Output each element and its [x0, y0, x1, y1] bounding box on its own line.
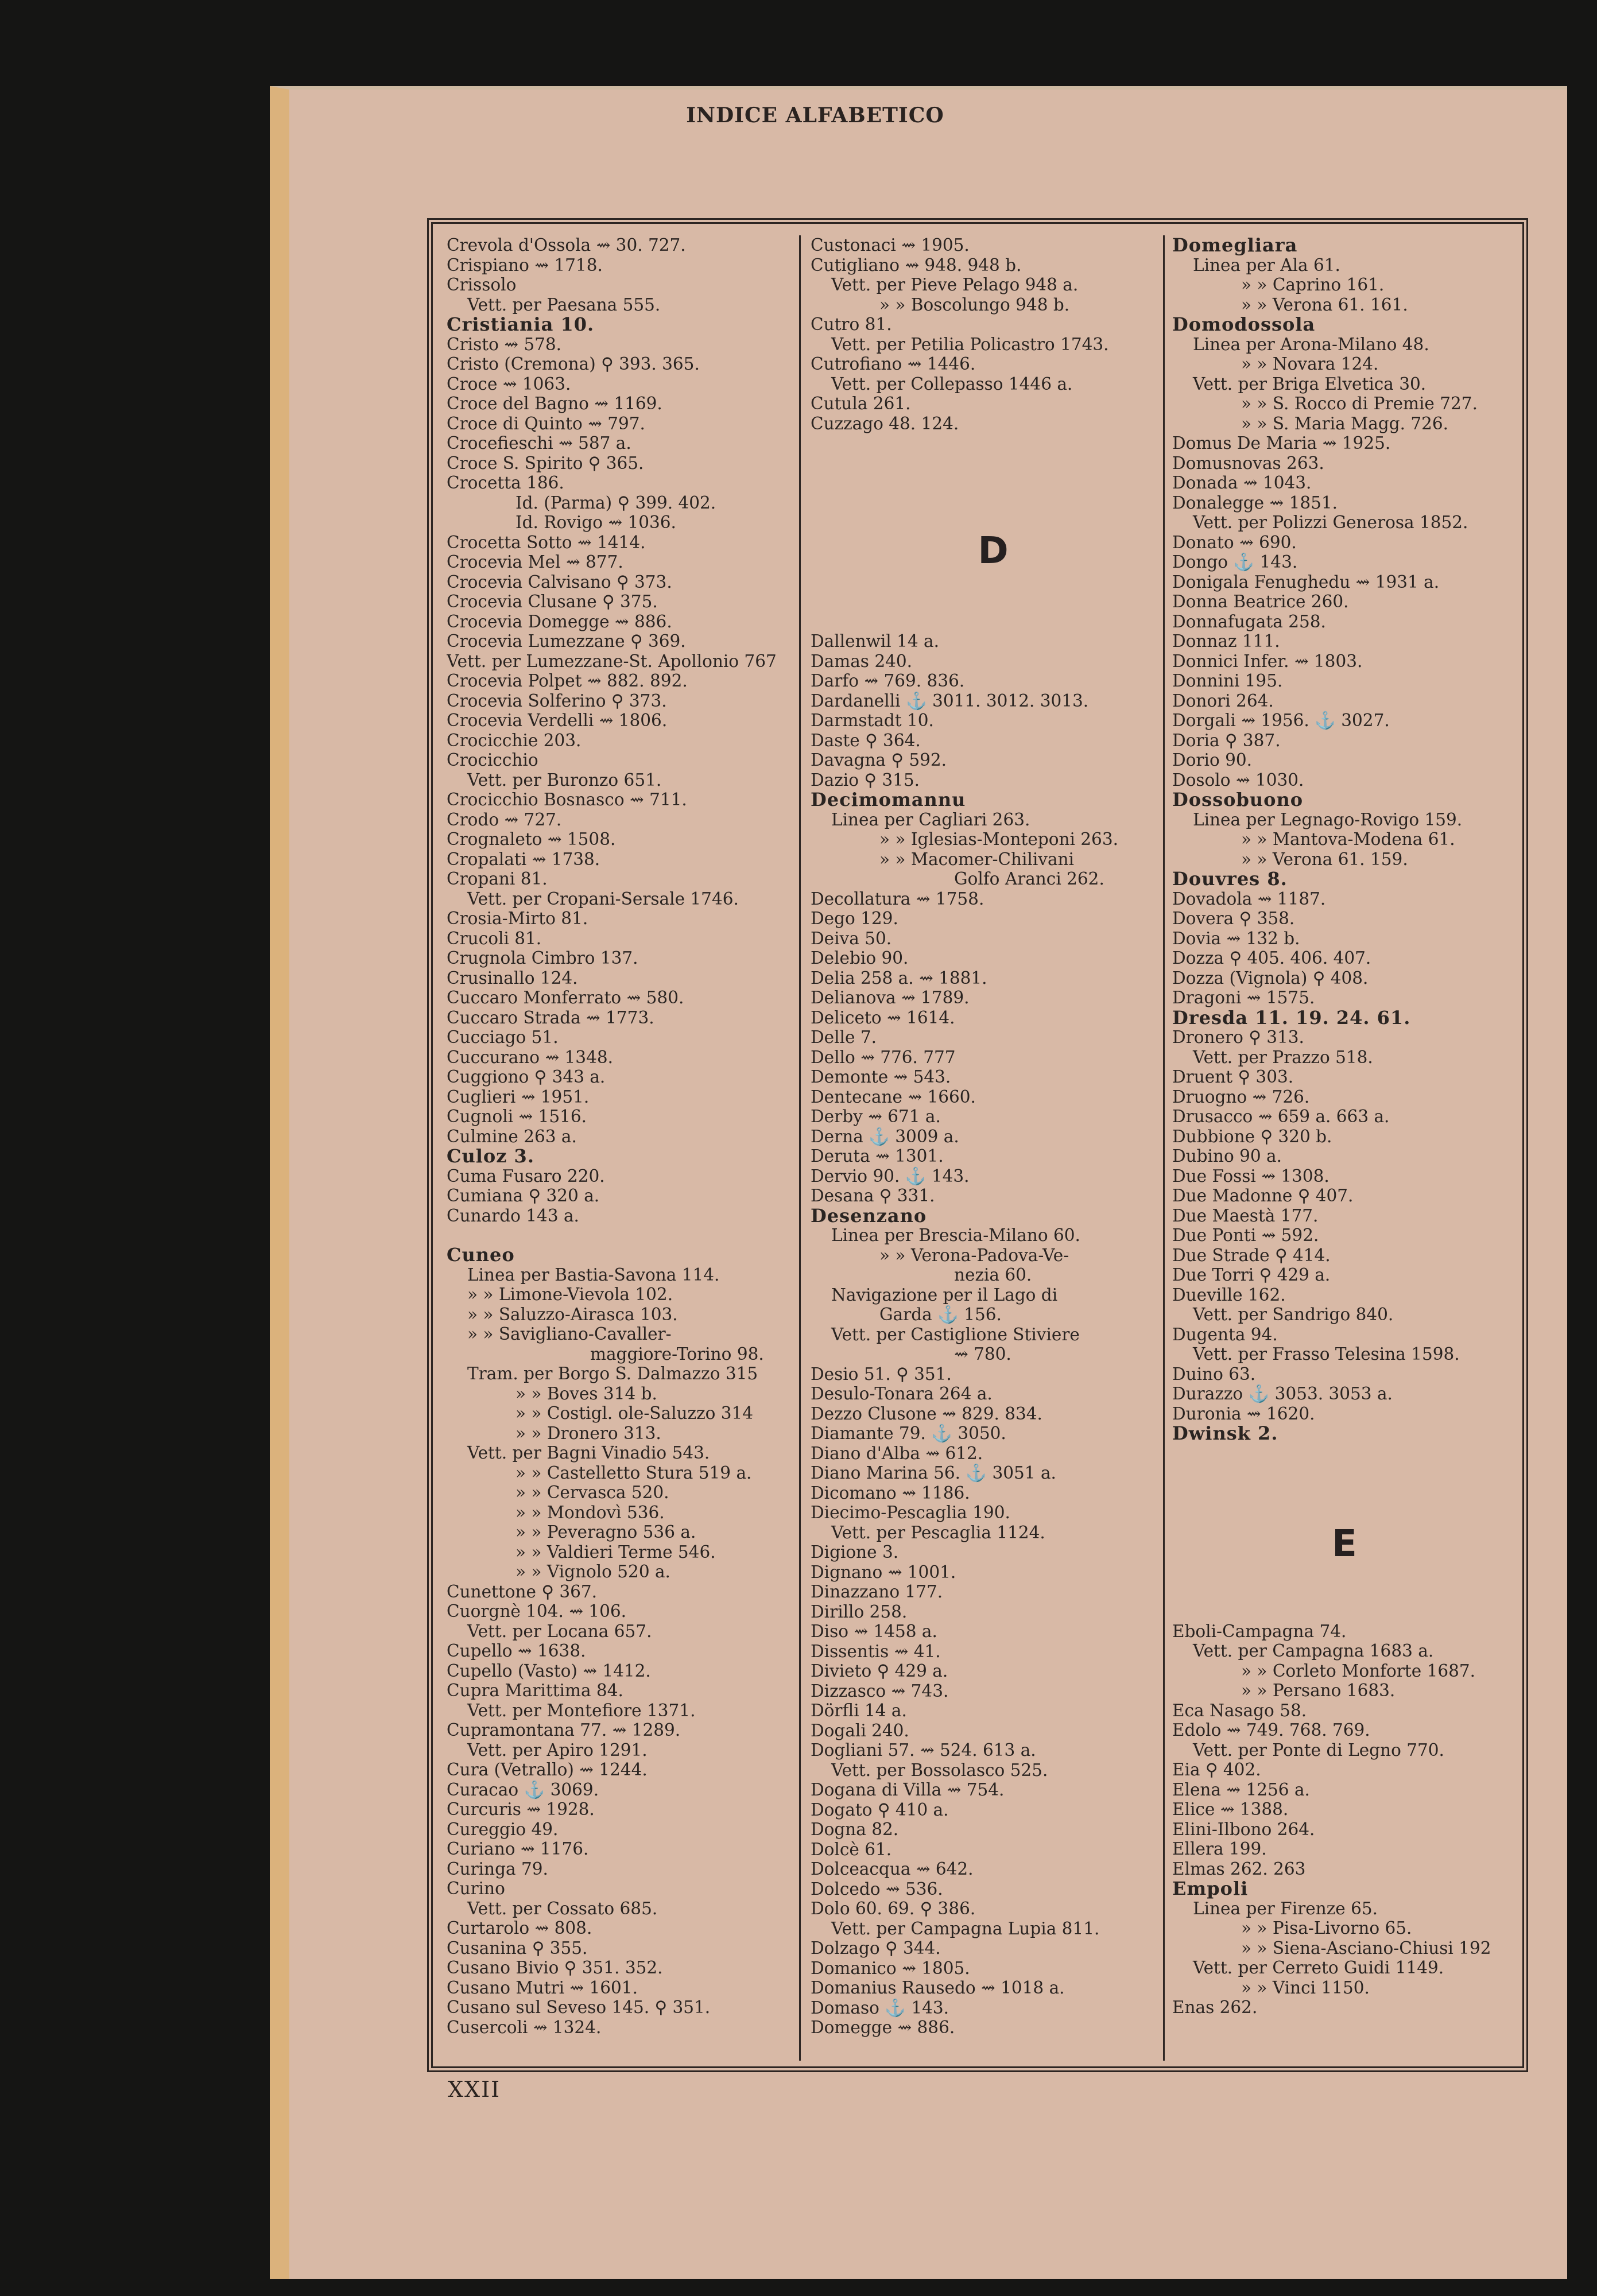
index-entry: Domusnovas 263.	[1172, 453, 1324, 473]
index-entry: Delebio 90.	[811, 948, 909, 968]
index-entry: Cuma Fusaro 220.	[447, 1166, 605, 1186]
index-entry: Vett. per Pieve Pelago 948 a.	[831, 275, 1079, 294]
index-entry: Due Fossi ⇝ 1308.	[1172, 1166, 1329, 1186]
index-entry: Davagna ⚲ 592.	[811, 750, 947, 770]
page-number: XXII	[448, 2077, 501, 2102]
index-entry: Deiva 50.	[811, 928, 892, 948]
entry-list	[1172, 235, 1517, 1444]
index-entry: Edolo ⇝ 749. 768. 769.	[1172, 1720, 1370, 1740]
index-entry: » » Vinci 1150.	[1241, 1977, 1370, 1998]
index-entry: Domus De Maria ⇝ 1925.	[1172, 433, 1391, 453]
index-entry: Cura (Vetrallo) ⇝ 1244.	[447, 1760, 648, 1779]
index-entry: Crispiano ⇝ 1718.	[447, 255, 603, 275]
index-entry: Dervio 90. ⚓ 143.	[811, 1166, 970, 1186]
index-entry: Vett. per Briga Elvetica 30.	[1193, 374, 1427, 394]
index-entry: » » S. Rocco di Premie 727.	[1241, 394, 1478, 413]
index-entry: Vett. per Cerreto Guidi 1149.	[1193, 1958, 1444, 1977]
index-entry: Crocetta 186.	[447, 473, 564, 492]
index-entry: Demonte ⇝ 543.	[811, 1067, 951, 1087]
index-entry: Vett. per Buronzo 651.	[467, 770, 662, 790]
index-entry: Donnaz 111.	[1172, 631, 1280, 651]
index-entry: Croce ⇝ 1063.	[447, 374, 571, 394]
index-column-1	[447, 235, 786, 2064]
index-entry: Dallenwil 14 a.	[811, 631, 939, 651]
index-entry: Cupello ⇝ 1638.	[447, 1641, 586, 1661]
index-entry: Crocevia Domegge ⇝ 886.	[447, 611, 672, 631]
index-entry: Dello ⇝ 776. 777	[811, 1047, 956, 1067]
index-entry: Linea per Cagliari 263.	[831, 809, 1030, 829]
index-entry: Vett. per Frasso Telesina 1598.	[1193, 1344, 1460, 1364]
index-entry: Donalegge ⇝ 1851.	[1172, 492, 1338, 513]
index-entry: Cusano Bivio ⚲ 351. 352.	[447, 1958, 663, 1977]
index-entry: Cuzzago 48. 124.	[811, 413, 959, 433]
index-entry: Diano Marina 56. ⚓ 3051 a.	[811, 1463, 1056, 1483]
index-entry: Desenzano	[811, 1204, 927, 1227]
index-entry: Daste ⚲ 364.	[811, 730, 921, 750]
index-entry: Vett. per Polizzi Generosa 1852.	[1193, 513, 1468, 532]
index-entry: Desulo-Tonara 264 a.	[811, 1384, 993, 1403]
index-entry: Cristo ⇝ 578.	[447, 334, 562, 354]
index-entry: Cupello (Vasto) ⇝ 1412.	[447, 1661, 651, 1681]
index-entry: Delia 258 a. ⇝ 1881.	[811, 968, 987, 988]
index-entry: Cuggiono ⚲ 343 a.	[447, 1067, 606, 1087]
spacer	[811, 577, 1176, 631]
index-entry: Garda ⚓ 156.	[879, 1305, 1002, 1324]
index-entry: Curacao ⚓ 3069.	[447, 1779, 599, 1799]
index-entry: Dizzasco ⇝ 743.	[811, 1681, 949, 1701]
index-entry: Linea per Bastia-Savona 114.	[467, 1265, 720, 1285]
index-entry: Ellera 199.	[1172, 1839, 1267, 1859]
index-entry: Crocicchie 203.	[447, 730, 582, 750]
index-entry: Dossobuono	[1172, 789, 1304, 810]
index-entry: Domegliara	[1172, 235, 1298, 256]
index-entry: Domanico ⇝ 1805.	[811, 1958, 970, 1978]
index-entry: Crocevia Mel ⇝ 877.	[447, 552, 623, 572]
index-entry: » » Costigl. ole-Saluzzo 314	[515, 1403, 754, 1423]
index-entry: Dueville 162.	[1172, 1285, 1286, 1305]
index-entry: Domanius Rausedo ⇝ 1018 a.	[811, 1978, 1065, 1998]
index-entry: » » Siena-Asciano-Chiusi 192	[1241, 1938, 1491, 1958]
index-entry: Delianova ⇝ 1789.	[811, 988, 970, 1007]
index-entry: Dresda 11. 19. 24. 61.	[1172, 1006, 1411, 1029]
index-entry: Dego 129.	[811, 909, 898, 928]
index-entry: Vett. per Pescaglia 1124.	[831, 1522, 1045, 1542]
index-entry: Desio 51. ⚲ 351.	[811, 1364, 952, 1384]
entry-list	[1172, 1622, 1517, 2018]
index-entry: Eboli-Campagna 74.	[1172, 1621, 1347, 1641]
spacer	[1172, 1444, 1517, 1518]
column-rule	[799, 235, 801, 2061]
index-entry: Cucciago 51.	[447, 1027, 559, 1047]
index-entry: Crocevia Verdelli ⇝ 1806.	[447, 711, 668, 730]
index-entry: Dogna 82.	[811, 1820, 899, 1839]
index-entry: Dardanelli ⚓ 3011. 3012. 3013.	[811, 691, 1089, 711]
index-entry: Dolzago ⚲ 344.	[811, 1938, 941, 1958]
entry-list	[811, 631, 1176, 2038]
index-entry: Croce di Quinto ⇝ 797.	[447, 413, 645, 433]
index-entry: Dolceacqua ⇝ 642.	[811, 1859, 974, 1879]
index-entry: Dozza (Vignola) ⚲ 408.	[1172, 968, 1369, 988]
index-entry: Vett. per Bagni Vinadio 543.	[467, 1443, 710, 1463]
index-entry: Decimomannu	[811, 789, 966, 810]
index-entry: Cuglieri ⇝ 1951.	[447, 1087, 590, 1107]
index-entry: Curinga 79.	[447, 1859, 548, 1879]
index-entry: Linea per Arona-Milano 48.	[1193, 334, 1429, 354]
index-entry: Cutula 261.	[811, 394, 911, 413]
index-entry: Cusercoli ⇝ 1324.	[447, 2017, 602, 2037]
index-entry: » » Corleto Monforte 1687.	[1241, 1661, 1476, 1681]
index-entry: Digione 3.	[811, 1542, 899, 1562]
index-entry: » » Savigliano-Cavaller-	[467, 1324, 672, 1344]
index-entry: Cuorgnè 104. ⇝ 106.	[447, 1601, 626, 1621]
index-entry: Dolcedo ⇝ 536.	[811, 1879, 943, 1899]
index-entry: Cureggio 49.	[447, 1819, 559, 1839]
index-entry: Elmas 262. 263	[1172, 1859, 1306, 1879]
index-entry: Croce del Bagno ⇝ 1169.	[447, 394, 662, 413]
index-column-2	[811, 235, 1176, 2064]
index-entry: Dörfli 14 a.	[811, 1701, 907, 1720]
index-entry: Dezzo Clusone ⇝ 829. 834.	[811, 1403, 1042, 1424]
section-letter-e: E	[1332, 1522, 1357, 1565]
index-entry: » » Mondovì 536.	[515, 1502, 665, 1522]
index-entry: Dorgali ⇝ 1956. ⚓ 3027.	[1172, 711, 1390, 730]
index-entry: » » Boves 314 b.	[515, 1383, 657, 1403]
index-entry: Diamante 79. ⚓ 3050.	[811, 1424, 1006, 1443]
index-entry: Crocefieschi ⇝ 587 a.	[447, 433, 631, 453]
index-entry: Vett. per Campagna Lupia 811.	[831, 1918, 1100, 1938]
index-entry: » » Caprino 161.	[1241, 275, 1385, 294]
index-entry: Cusano sul Seveso 145. ⚲ 351.	[447, 1998, 711, 2017]
index-entry: Deliceto ⇝ 1614.	[811, 1007, 955, 1027]
index-entry: Dogali 240.	[811, 1720, 909, 1740]
index-entry: Derby ⇝ 671 a.	[811, 1107, 941, 1126]
index-entry: Vett. per Paesana 555.	[467, 294, 661, 315]
index-entry: Cropani 81.	[447, 869, 548, 889]
index-entry: » » Iglesias-Monteponi 263.	[879, 829, 1118, 849]
index-entry: Vett. per Cossato 685.	[467, 1898, 658, 1918]
entry-list	[447, 235, 786, 2037]
index-entry: Duronia ⇝ 1620.	[1172, 1403, 1315, 1424]
index-entry: Duino 63.	[1172, 1364, 1256, 1384]
index-entry: Vett. per Petilia Policastro 1743.	[831, 334, 1109, 354]
index-entry: » » Cervasca 520.	[515, 1483, 669, 1502]
index-entry: Cunardo 143 a.	[447, 1205, 579, 1225]
index-entry: Golfo Aranci 262.	[954, 869, 1104, 889]
index-entry: » » Verona 61. 161.	[1241, 294, 1408, 315]
index-entry: Vett. per Sandrigo 840.	[1193, 1305, 1394, 1324]
index-entry: Cutigliano ⇝ 948. 948 b.	[811, 255, 1022, 275]
index-entry: Donna Beatrice 260.	[1172, 592, 1349, 611]
index-entry: » » Vignolo 520 a.	[515, 1562, 670, 1581]
index-entry: Eca Nasago 58.	[1172, 1700, 1307, 1720]
index-entry: » » Verona 61. 159.	[1241, 849, 1408, 869]
index-entry: Empoli	[1172, 1878, 1249, 1899]
index-entry: Crocevia Solferino ⚲ 373.	[447, 691, 667, 711]
index-entry: Dubino 90 a.	[1172, 1146, 1282, 1166]
index-entry: Crocevia Polpet ⇝ 882. 892.	[447, 671, 688, 691]
index-entry: Donnici Infer. ⇝ 1803.	[1172, 651, 1363, 671]
index-entry: Elena ⇝ 1256 a.	[1172, 1779, 1310, 1799]
index-entry: Croce S. Spirito ⚲ 365.	[447, 453, 644, 473]
index-entry: Due Torri ⚲ 429 a.	[1172, 1265, 1331, 1285]
index-entry: » » Boscolungo 948 b.	[879, 294, 1070, 315]
index-entry: Linea per Brescia-Milano 60.	[831, 1225, 1080, 1245]
index-entry: Vett. per Ponte di Legno 770.	[1193, 1740, 1444, 1760]
index-entry: Cupra Marittima 84.	[447, 1681, 623, 1700]
index-entry: Donigala Fenughedu ⇝ 1931 a.	[1172, 572, 1440, 592]
index-entry: Douvres 8.	[1172, 868, 1288, 890]
index-entry: Custonaci ⇝ 1905.	[811, 235, 970, 255]
index-entry: Diecimo-Pescaglia 190.	[811, 1503, 1010, 1522]
section-letter-d: D	[978, 530, 1009, 572]
index-entry: Dubbione ⚲ 320 b.	[1172, 1126, 1332, 1146]
index-entry: Cusanina ⚲ 355.	[447, 1938, 588, 1958]
index-entry: Dogana di Villa ⇝ 754.	[811, 1780, 1005, 1799]
spacer	[811, 433, 1176, 525]
index-entry: Vett. per Apiro 1291.	[467, 1740, 648, 1760]
index-entry: » » Novara 124.	[1241, 354, 1379, 374]
index-entry: Linea per Firenze 65.	[1193, 1898, 1378, 1918]
index-entry: Druent ⚲ 303.	[1172, 1067, 1294, 1087]
index-entry: Elice ⇝ 1388.	[1172, 1799, 1289, 1819]
index-entry: Culoz 3.	[447, 1145, 534, 1167]
index-entry: Dovia ⇝ 132 b.	[1172, 928, 1300, 948]
index-entry: Linea per Legnago-Rovigo 159.	[1193, 809, 1463, 829]
index-entry: Crodo ⇝ 727.	[447, 809, 562, 829]
index-entry: Cunettone ⚲ 367.	[447, 1581, 597, 1601]
index-entry: Desana ⚲ 331.	[811, 1186, 935, 1205]
index-entry: Druogno ⇝ 726.	[1172, 1087, 1310, 1107]
index-entry: » » Persano 1683.	[1241, 1681, 1396, 1700]
index-entry: Dirillo 258.	[811, 1601, 908, 1622]
index-entry: Cristo (Cremona) ⚲ 393. 365.	[447, 354, 700, 374]
index-entry: Dozza ⚲ 405. 406. 407.	[1172, 948, 1371, 968]
index-entry: Dongo ⚓ 143.	[1172, 552, 1298, 572]
index-entry: Curino	[447, 1879, 505, 1898]
index-entry: Dignano ⇝ 1001.	[811, 1562, 956, 1582]
entry-list	[811, 235, 1176, 433]
index-entry: Decollatura ⇝ 1758.	[811, 889, 984, 909]
index-entry: » » Valdieri Terme 546.	[515, 1542, 716, 1562]
index-entry: Cutrofiano ⇝ 1446.	[811, 354, 976, 374]
index-entry: Linea per Ala 61.	[1193, 255, 1340, 275]
index-entry: Cuccurano ⇝ 1348.	[447, 1047, 613, 1067]
index-entry: Dugenta 94.	[1172, 1324, 1278, 1344]
index-entry: Cugnoli ⇝ 1516.	[447, 1107, 587, 1126]
index-entry: Dovera ⚲ 358.	[1172, 909, 1295, 928]
index-entry: Dazio ⚲ 315.	[811, 770, 920, 790]
index-entry	[447, 1225, 786, 1245]
index-entry: Vett. per Bossolasco 525.	[831, 1760, 1048, 1780]
index-entry: Dragoni ⇝ 1575.	[1172, 988, 1315, 1007]
index-entry: Due Maestà 177.	[1172, 1205, 1319, 1225]
index-entry: Durazzo ⚓ 3053. 3053 a.	[1172, 1384, 1393, 1403]
index-entry: Crosia-Mirto 81.	[447, 909, 588, 928]
index-entry: Crucoli 81.	[447, 928, 542, 948]
index-entry: Vett. per Collepasso 1446 a.	[831, 374, 1073, 394]
index-entry: Id. Rovigo ⇝ 1036.	[515, 513, 676, 532]
index-entry: Vett. per Campagna 1683 a.	[1193, 1641, 1434, 1661]
index-entry: Cumiana ⚲ 320 a.	[447, 1186, 600, 1205]
index-entry: maggiore-Torino 98.	[590, 1344, 764, 1364]
index-entry: Donato ⇝ 690.	[1172, 532, 1297, 552]
index-entry: Vett. per Cropani-Sersale 1746.	[467, 889, 739, 909]
index-entry: Due Strade ⚲ 414.	[1172, 1245, 1331, 1265]
index-entry: Cristiania 10.	[447, 313, 595, 335]
index-entry: » » S. Maria Magg. 726.	[1241, 413, 1449, 433]
index-entry: Crugnola Cimbro 137.	[447, 948, 638, 968]
index-entry: Darfo ⇝ 769. 836.	[811, 671, 965, 691]
index-entry: Eia ⚲ 402.	[1172, 1760, 1261, 1779]
index-entry: Dolcè 61.	[811, 1839, 892, 1859]
index-entry: » » Macomer-Chilivani	[879, 849, 1074, 869]
index-entry: Due Ponti ⇝ 592.	[1172, 1225, 1319, 1245]
index-entry: Dosolo ⇝ 1030.	[1172, 770, 1304, 790]
index-entry: Cupramontana 77. ⇝ 1289.	[447, 1720, 681, 1740]
spacer	[1172, 1570, 1517, 1622]
index-entry: Curiano ⇝ 1176.	[447, 1839, 589, 1859]
index-entry: Vett. per Prazzo 518.	[1193, 1047, 1373, 1067]
index-entry: Curcuris ⇝ 1928.	[447, 1799, 595, 1819]
index-entry: ⇝ 780.	[954, 1344, 1011, 1364]
index-entry: Cuccaro Strada ⇝ 1773.	[447, 1007, 654, 1027]
page-header: INDICE ALFABETICO	[686, 103, 944, 127]
index-entry: Due Madonne ⚲ 407.	[1172, 1186, 1354, 1205]
index-entry: Dovadola ⇝ 1187.	[1172, 889, 1326, 909]
index-entry: Crevola d'Ossola ⇝ 30. 727.	[447, 235, 686, 255]
index-entry: » » Dronero 313.	[515, 1423, 661, 1443]
index-entry: » » Saluzzo-Airasca 103.	[467, 1304, 678, 1324]
index-entry: Dissentis ⇝ 41.	[811, 1641, 941, 1661]
index-entry: Diso ⇝ 1458 a.	[811, 1622, 937, 1641]
index-entry: Cropalati ⇝ 1738.	[447, 849, 600, 869]
index-entry: Cuccaro Monferrato ⇝ 580.	[447, 988, 684, 1007]
index-entry: Dorio 90.	[1172, 750, 1253, 770]
index-entry: Cusano Mutri ⇝ 1601.	[447, 1977, 638, 1998]
index-entry: Donada ⇝ 1043.	[1172, 473, 1312, 492]
index-entry: » » Pisa-Livorno 65.	[1241, 1918, 1412, 1938]
index-entry: Crusinallo 124.	[447, 968, 578, 988]
index-entry: Dogliani 57. ⇝ 524. 613 a.	[811, 1740, 1036, 1760]
index-entry: » » Verona-Padova-Ve-	[879, 1245, 1069, 1265]
index-entry: Derna ⚓ 3009 a.	[811, 1126, 959, 1146]
index-entry: Enas 262.	[1172, 1998, 1258, 2017]
index-entry: Domaso ⚓ 143.	[811, 1998, 949, 2018]
index-entry: Dwinsk 2.	[1172, 1422, 1278, 1444]
index-entry: » » Castelletto Stura 519 a.	[515, 1463, 752, 1483]
index-entry: Vett. per Montefiore 1371.	[467, 1700, 696, 1720]
index-entry: Donnini 195.	[1172, 671, 1283, 691]
index-entry: Crocevia Calvisano ⚲ 373.	[447, 572, 672, 592]
index-entry: Divieto ⚲ 429 a.	[811, 1661, 948, 1681]
index-entry: Dicomano ⇝ 1186.	[811, 1483, 970, 1503]
index-entry: Id. (Parma) ⚲ 399. 402.	[515, 492, 716, 513]
index-entry: Darmstadt 10.	[811, 711, 934, 730]
index-entry: Curtarolo ⇝ 808.	[447, 1918, 592, 1938]
index-entry: Vett. per Lumezzane-St. Apollonio 767	[447, 651, 777, 671]
index-entry: Delle 7.	[811, 1027, 877, 1047]
index-entry: Cutro 81.	[811, 315, 892, 334]
index-entry: Donnafugata 258.	[1172, 611, 1326, 631]
index-entry: Damas 240.	[811, 651, 912, 671]
index-entry: Crocetta Sotto ⇝ 1414.	[447, 532, 646, 552]
index-entry: Culmine 263 a.	[447, 1126, 577, 1146]
index-entry: Crognaleto ⇝ 1508.	[447, 829, 616, 849]
index-entry: Tram. per Borgo S. Dalmazzo 315	[467, 1364, 758, 1383]
index-entry: Crocicchio	[447, 750, 538, 770]
index-entry: Vett. per Locana 657.	[467, 1621, 652, 1641]
index-entry: Donori 264.	[1172, 691, 1274, 711]
index-entry: Dolo 60. 69. ⚲ 386.	[811, 1899, 976, 1918]
index-entry: Crissolo	[447, 275, 517, 294]
index-entry: Diano d'Alba ⇝ 612.	[811, 1443, 983, 1463]
index-entry: Doria ⚲ 387.	[1172, 730, 1281, 750]
index-entry: » » Mantova-Modena 61.	[1241, 829, 1455, 849]
index-entry: Drusacco ⇝ 659 a. 663 a.	[1172, 1107, 1390, 1126]
index-entry: » » Peveragno 536 a.	[515, 1522, 696, 1542]
index-entry: Elini-Ilbono 264.	[1172, 1819, 1315, 1839]
index-entry: Crocevia Lumezzane ⚲ 369.	[447, 631, 686, 651]
index-entry: Dogato ⚲ 410 a.	[811, 1799, 949, 1820]
index-entry: » » Limone-Vievola 102.	[467, 1285, 673, 1304]
index-entry: Cuneo	[447, 1244, 515, 1266]
index-entry: Navigazione per il Lago di	[831, 1285, 1058, 1305]
index-entry: Crocicchio Bosnasco ⇝ 711.	[447, 790, 687, 809]
index-entry: Dentecane ⇝ 1660.	[811, 1087, 976, 1107]
index-entry: Crocevia Clusane ⚲ 375.	[447, 592, 658, 611]
index-entry: Dronero ⚲ 313.	[1172, 1027, 1304, 1047]
index-entry: Vett. per Castiglione Stiviere	[831, 1324, 1080, 1344]
index-column-3	[1172, 235, 1517, 2064]
index-entry: Domodossola	[1172, 313, 1316, 335]
index-entry: Domegge ⇝ 886.	[811, 2018, 955, 2037]
index-entry: Deruta ⇝ 1301.	[811, 1146, 944, 1166]
index-entry: nezia 60.	[954, 1265, 1032, 1285]
index-entry: Dinazzano 177.	[811, 1582, 943, 1601]
